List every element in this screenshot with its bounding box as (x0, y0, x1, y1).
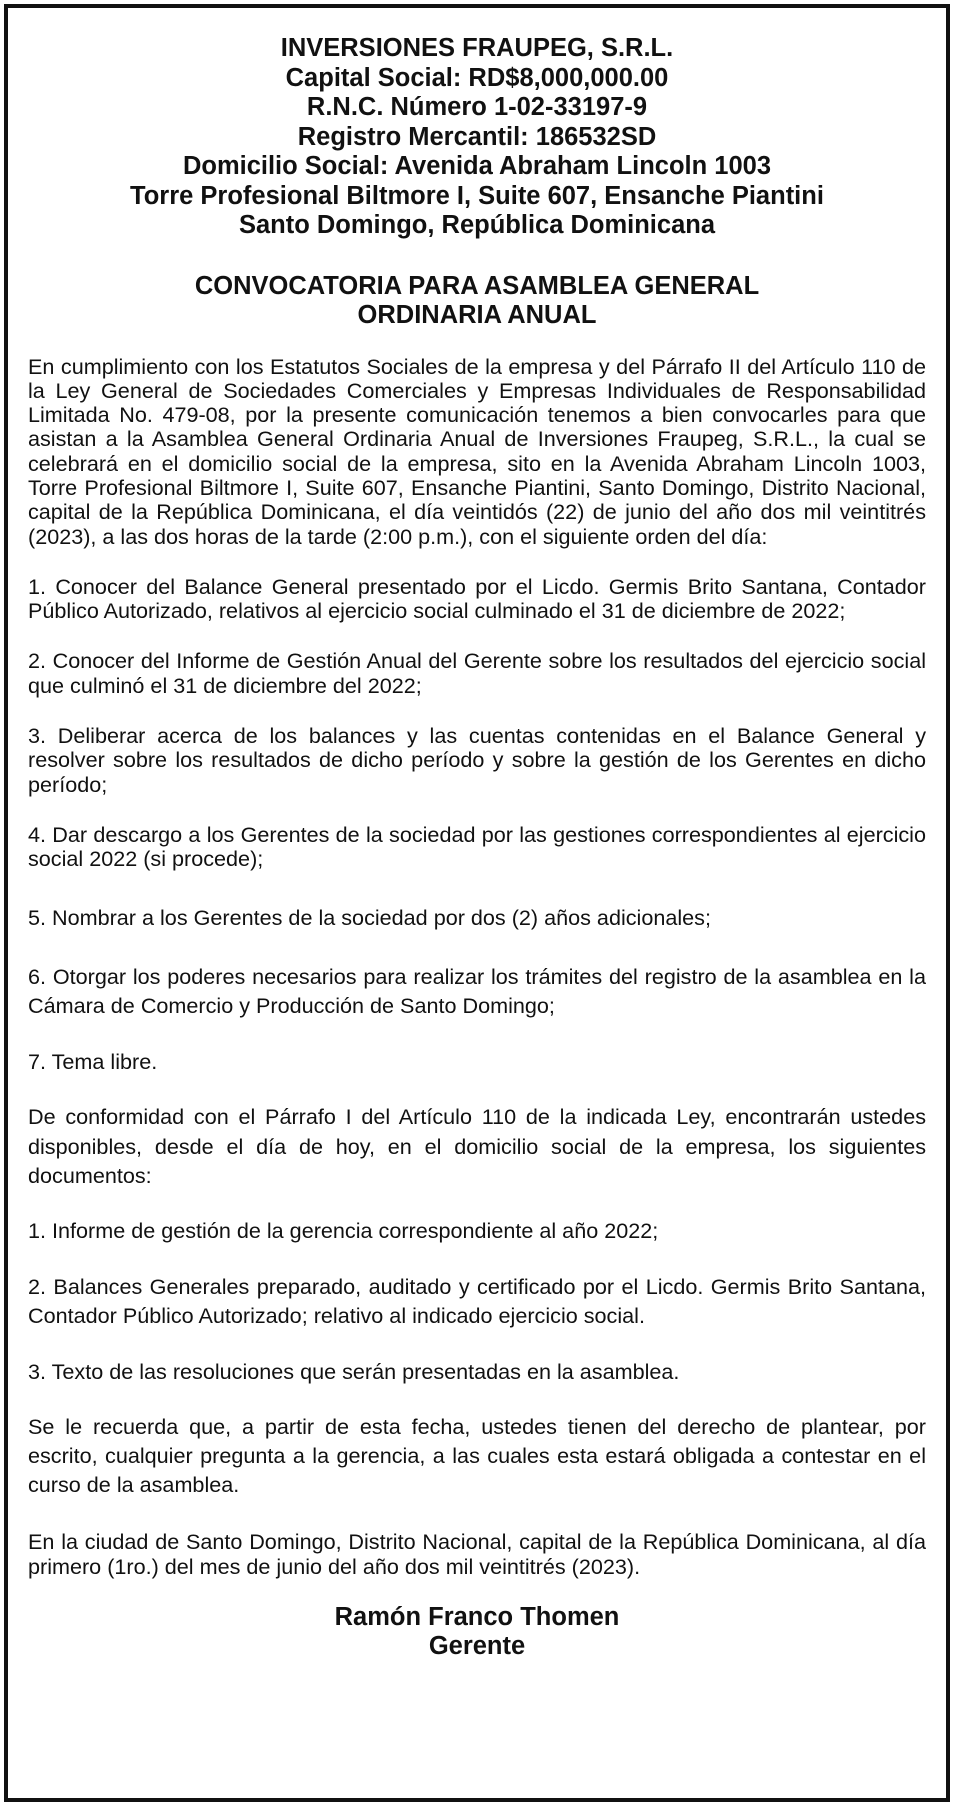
reminder-paragraph: Se le recuerda que, a partir de esta fecha, ustedes tienen del derecho de plantear, por escrito, cualquier pregunta a la gerencia, a las cuales esta estará obligada a contestar en el curso de la asamblea. (28, 1413, 926, 1498)
company-header (28, 34, 926, 241)
notice-frame (4, 4, 950, 1802)
signature-block (28, 1603, 926, 1662)
capital-social: Capital Social: RD$8,000,000.00 (285, 63, 669, 92)
notice-title (28, 272, 926, 331)
document-item-1: 1. Informe de gestión de la gerencia correspondiente al año 2022; (28, 1217, 659, 1243)
notice-content (28, 34, 926, 1662)
agenda-item-5: 5. Nombrar a los Gerentes de la sociedad por dos (2) años adicionales; (28, 904, 711, 930)
intro-paragraph: En cumplimiento con los Estatutos Sociales de la empresa y del Párrafo II del Artículo 110 de la Ley General de Sociedades Comerciales y Empresas Individuales de Responsabilidad Limitada No. 479-08, por la presente comunicación tenemos a bien convocarles para que asistan a la Asamblea General Ordinaria Anual de Inversiones Fraupeg, S.R.L., la cual se celebrará en el domicilio social de la empresa, sito en la Avenida Abraham Lincoln 1003, Torre Profesional Biltmore I, Suite 607, Ensanche Piantini, Santo Domingo, Distrito Nacional, capital de la República Dominicana, el día veintidós (22) de junio del año dos mil veintitrés (2023), a las dos horas de la tarde (2:00 p.m.), con el siguiente orden del día: (28, 353, 926, 549)
document-item-3: 3. Texto de las resoluciones que serán presentadas en la asamblea. (28, 1358, 680, 1384)
registro-mercantil: Registro Mercantil: 186532SD (297, 122, 657, 151)
documents-intro-paragraph: De conformidad con el Párrafo I del Artículo 110 de la indicada Ley, encontrarán ustedes disponibles, desde el día de hoy, en el domicilio social de la empresa, los siguientes documentos: (28, 1104, 926, 1188)
agenda-item-4: 4. Dar descargo a los Gerentes de la sociedad por las gestiones correspondientes al ejercicio social 2022 (si procede); (28, 821, 926, 872)
agenda-item-2: 2. Conocer del Informe de Gestión Anual del Gerente sobre los resultados del ejercicio social que culminó el 31 de diciembre del 2022; (28, 648, 926, 698)
agenda-item-7: 7. Tema libre. (28, 1049, 158, 1075)
company-name: INVERSIONES FRAUPEG, S.R.L. (280, 34, 674, 62)
signer-role: Gerente (428, 1632, 526, 1661)
rnc-number: R.N.C. Número 1-02-33197-9 (306, 93, 648, 121)
torre-address: Torre Profesional Biltmore I, Suite 607, Ensanche Piantini (130, 181, 824, 210)
closing-paragraph: En la ciudad de Santo Domingo, Distrito Nacional, capital de la República Dominicana, al día primero (1ro.) del mes de junio del año dos mil veintitrés (2023). (28, 1529, 926, 1579)
agenda-item-3: 3. Deliberar acerca de los balances y las cuentas contenidas en el Balance General y resolver sobre los resultados de dicho período y sobre la gestión de los Gerentes en dicho período; (28, 723, 926, 797)
agenda-item-6: 6. Otorgar los poderes necesarios para realizar los trámites del registro de la asamblea en la Cámara de Comercio y Producción de Santo Domingo; (28, 963, 926, 1018)
document-item-2: 2. Balances Generales preparado, auditado y certificado por el Licdo. Germis Brito Santana, Contador Público Autorizado; relativo al indicado ejercicio social. (28, 1274, 926, 1329)
title-line-2: ORDINARIA ANUAL (357, 301, 597, 329)
domicilio-social: Domicilio Social: Avenida Abraham Lincoln 1003 (182, 152, 772, 180)
agenda-item-1: 1. Conocer del Balance General presentado por el Licdo. Germis Brito Santana, Contador Público Autorizado, relativos al ejercicio social culminado el 31 de diciembre de 2022; (28, 573, 926, 624)
title-line-1: CONVOCATORIA PARA ASAMBLEA GENERAL (194, 271, 760, 300)
city-country: Santo Domingo, República Dominicana (238, 211, 716, 239)
signer-name: Ramón Franco Thomen (334, 1602, 620, 1631)
